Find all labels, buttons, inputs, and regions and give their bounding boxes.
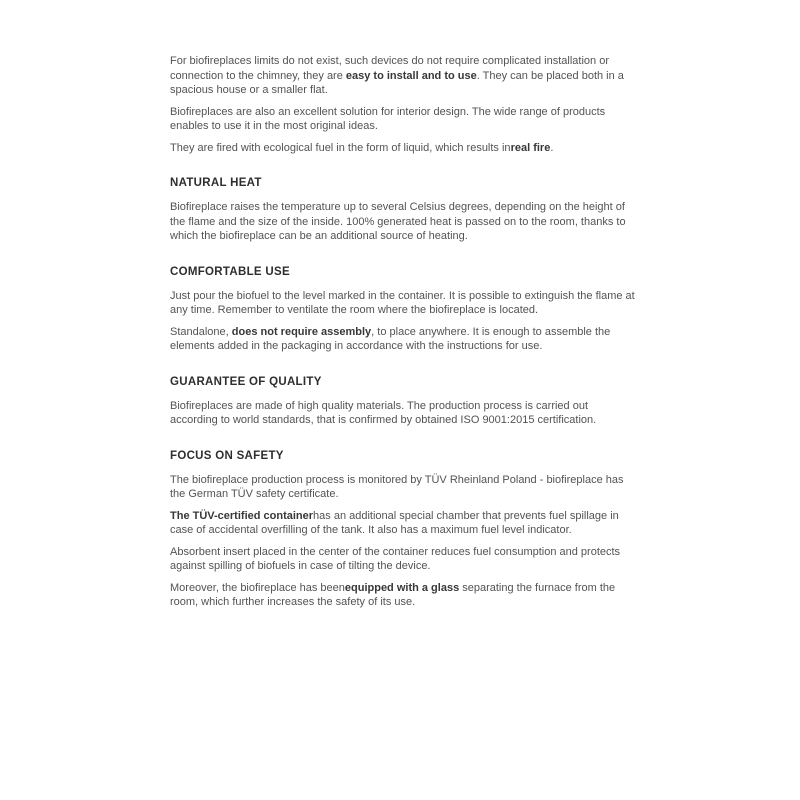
text-run: . They can be placed both in a spacious house or a smaller flat.	[170, 69, 624, 96]
text-run: Biofireplace raises the temperature up to several Celsius degrees, depending on the height of the flame and the size of the inside. 100% generated heat is passed on to the room, thanks to which the biofireplace can be an additional source of heating.	[170, 201, 626, 242]
text-run: Biofireplaces are also an excellent solution for interior design. The wide range of products enables to use it in the most original ideas.	[170, 105, 606, 132]
paragraph	[170, 141, 638, 156]
paragraph	[170, 545, 638, 574]
bold-text-run: easy to install and to use	[345, 69, 477, 82]
section-focus-on-safety	[170, 449, 638, 610]
text-run: For biofireplaces limits do not exist, such devices do not require complicated installation or connection to the chimney, they are	[170, 55, 609, 82]
bold-text-run: The TÜV-certified container	[170, 509, 314, 522]
paragraph	[170, 200, 638, 244]
document-body	[170, 54, 638, 617]
paragraph	[170, 509, 638, 538]
section-heading: GUARANTEE OF QUALITY	[170, 375, 322, 388]
paragraph	[170, 581, 638, 610]
section-intro	[170, 54, 638, 155]
paragraph	[170, 54, 638, 98]
paragraph	[170, 399, 638, 428]
paragraph	[170, 473, 638, 502]
text-run: They are fired with ecological fuel in the form of liquid, which results in	[170, 141, 511, 154]
section-natural-heat	[170, 176, 638, 244]
text-run: Biofireplaces are made of high quality materials. The production process is carried out according to world standards, that is confirmed by obtained ISO 9001:2015 certification.	[170, 399, 597, 426]
section-heading: COMFORTABLE USE	[170, 265, 290, 278]
bold-text-run: equipped with a glass	[344, 581, 460, 594]
text-run: Moreover, the biofireplace has been	[170, 581, 345, 594]
paragraph	[170, 325, 638, 354]
text-run: .	[550, 141, 554, 154]
section-heading: FOCUS ON SAFETY	[170, 449, 284, 462]
section-comfortable-use	[170, 265, 638, 354]
bold-text-run: real fire	[510, 141, 551, 154]
text-run: has an additional special chamber that prevents fuel spillage in case of accidental overfilling of the tank. It also has a maximum fuel level indicator.	[170, 509, 619, 536]
text-run: Standalone,	[170, 325, 232, 338]
section-guarantee-of-quality	[170, 375, 638, 428]
text-run: separating the furnace from the room, which further increases the safety of its use.	[170, 581, 616, 608]
text-run: , to place anywhere. It is enough to assemble the elements added in the packaging in accordance with the instructions for use.	[170, 325, 611, 352]
text-run: The biofireplace production process is monitored by TÜV Rheinland Poland - biofireplace has the German TÜV safety certificate.	[170, 473, 624, 500]
bold-text-run: does not require assembly	[231, 325, 372, 338]
paragraph	[170, 105, 638, 134]
paragraph	[170, 289, 638, 318]
text-run: Absorbent insert placed in the center of the container reduces fuel consumption and protects against spilling of biofuels in case of tilting the device.	[170, 545, 621, 572]
text-run: Just pour the biofuel to the level marked in the container. It is possible to extinguish the flame at any time. Remember to ventilate the room where the biofireplace is located.	[170, 289, 635, 316]
section-heading: NATURAL HEAT	[170, 177, 262, 189]
